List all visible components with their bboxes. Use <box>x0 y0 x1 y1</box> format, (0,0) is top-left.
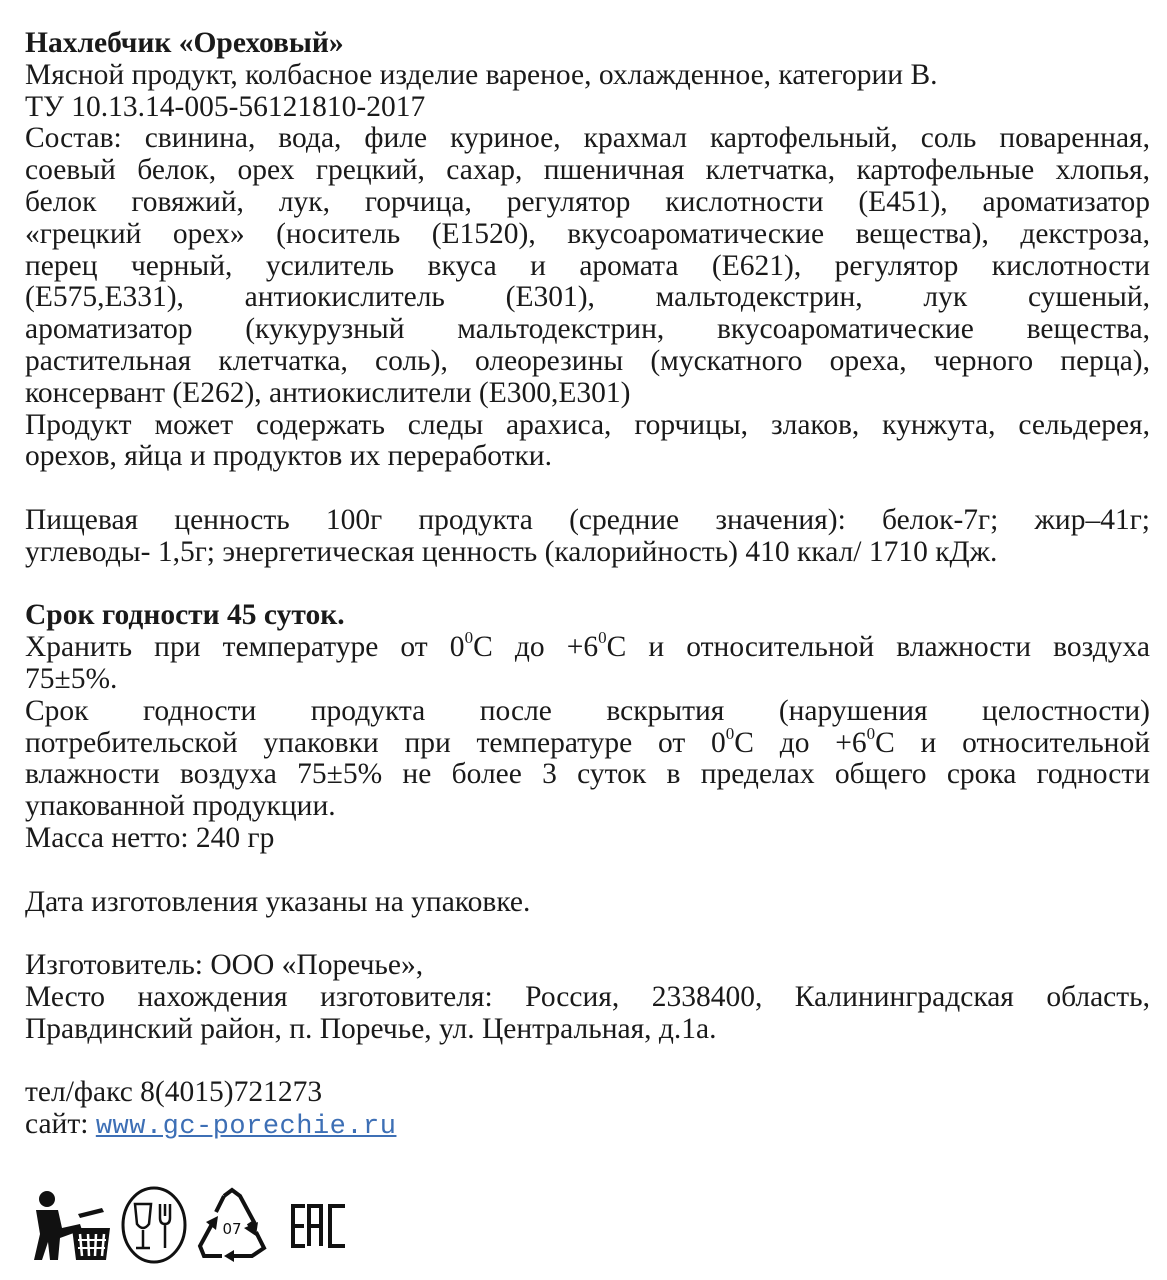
storage-line: Хранить при температуре от $0^0С$ до $+6^0С$ и относительной влажности воздуха <box>25 628 1150 664</box>
tu-code: ТУ 10.13.14-005-56121810-2017 <box>25 90 426 123</box>
product-description: Мясной продукт, колбасное изделие вареное, охлажденное, категории В. <box>25 58 938 91</box>
site-line <box>25 1109 1150 1144</box>
recycle-07-icon <box>194 1186 270 1264</box>
nutrition-line: Пищевая ценность 100г продукта (средние значения): белок-7г; жир–41г; <box>25 503 1150 536</box>
phone-fax: тел/факс 8(4015)721273 <box>25 1076 323 1109</box>
after-opening-line: потребительской упаковки при температуре от $0^0С$ до $+6^0С$ и относительной <box>25 723 1150 759</box>
food-safe-icon <box>120 1186 188 1264</box>
label-text <box>25 28 1150 1144</box>
recycle-code: 07 <box>222 1220 242 1238</box>
manufacturer: Изготовитель: ООО «Поречье», <box>25 949 424 982</box>
composition-line: перец черный, усилитель вкуса и аромата (Е621), регулятор кислотности <box>25 249 1150 282</box>
site-link[interactable]: www.gc-porechie.ru <box>95 1112 397 1143</box>
product-title: Нахлебчик «Ореховый» <box>25 27 344 59</box>
composition-line: ароматизатор (кукурузный мальтодекстрин, вкусоароматические вещества, <box>25 313 1150 346</box>
net-weight: Масса нетто: 240 гр <box>25 821 275 854</box>
composition-line: Состав: свинина, вода, филе куриное, крахмал картофельный, соль поваренная, <box>25 122 1150 155</box>
after-opening-line: влажности воздуха 75±5% не более 3 суток в пределах общего срока годности <box>25 758 1150 791</box>
shelf-life-title: Срок годности 45 суток. <box>25 599 345 632</box>
manufacture-date: Дата изготовления указаны на упаковке. <box>25 885 531 918</box>
composition-line: растительная клетчатка, соль), олеорезины (мускатного ореха, черного перца), <box>25 344 1150 377</box>
after-opening-line: Срок годности продукта после вскрытия (нарушения целостности) <box>25 694 1150 727</box>
nutrition-line: углеводы- 1,5г; энергетическая ценность (калорийность) 410 ккал/ 1710 кДж. <box>25 535 998 568</box>
package-icons <box>28 1186 628 1266</box>
allergen-line: Продукт может содержать следы арахиса, горчицы, злаков, кунжута, сельдерея, <box>25 408 1150 441</box>
composition-line: консервант (Е262), антиокислители (Е300,Е301) <box>25 376 631 409</box>
allergen-line: орехов, яйца и продуктов их переработки. <box>25 440 552 473</box>
address-line: Место нахождения изготовителя: Россия, 2338400, Калининградская область, <box>25 980 1150 1013</box>
after-opening-line: упакованной продукции. <box>25 790 336 823</box>
composition-line: белок говяжий, лук, горчица, регулятор кислотности (Е451), ароматизатор <box>25 185 1150 218</box>
eac-mark-icon <box>290 1204 350 1248</box>
address-line: Правдинский район, п. Поречье, ул. Центральная, д.1а. <box>25 1012 717 1045</box>
composition-line: (Е575,Е331), антиокислитель (Е301), мальтодекстрин, лук сушеный, <box>25 281 1150 314</box>
tidy-man-icon <box>28 1188 114 1262</box>
storage-line: 75±5%. <box>25 662 118 695</box>
composition-line: «грецкий орех» (носитель (Е1520), вкусоароматические вещества), декстроза, <box>25 217 1150 250</box>
site-label: сайт: <box>25 1108 96 1141</box>
composition-line: соевый белок, орех грецкий, сахар, пшеничная клетчатка, картофельные хлопья, <box>25 154 1150 187</box>
